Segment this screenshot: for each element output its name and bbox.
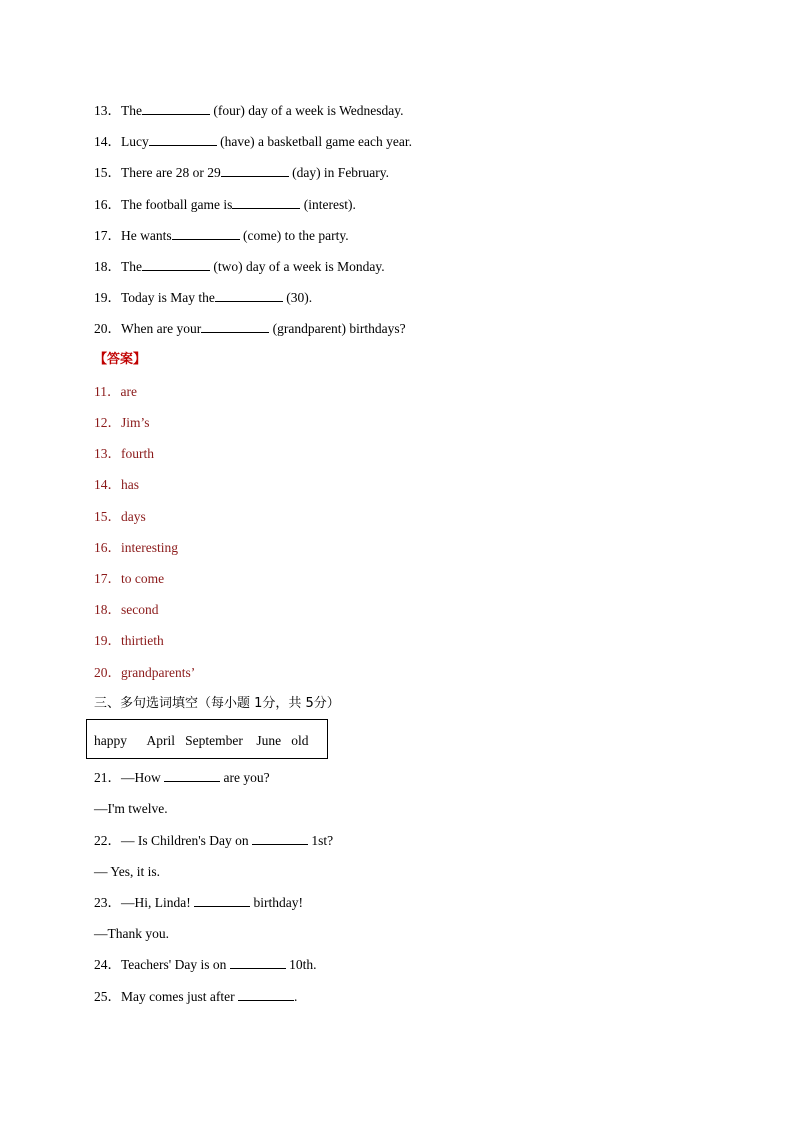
question-number: 17． [94,228,121,243]
answer-blank [142,102,210,115]
word-bank-item: old [291,733,309,748]
word-bank [94,732,309,750]
question-15 [94,164,389,182]
answer-blank [142,258,210,271]
answer-item: 14．has [94,477,139,492]
answer-item: 11．are [94,384,137,399]
question-13 [94,102,403,120]
answer-blank [230,956,286,969]
question-text-before: There are 28 or 29 [121,165,221,180]
answer-item: 16．interesting [94,540,178,555]
answer-heading: 【答案】 [94,352,147,367]
question-17 [94,227,349,245]
answer-blank [172,227,240,240]
question-text-before: The [121,103,142,118]
word-bank-item: April [146,733,176,748]
question-text-after: (two) day of a week is Monday. [210,259,385,274]
word-bank-item: September [185,733,243,748]
question-number: 16． [94,197,121,212]
answer-blank [232,196,300,209]
question-text-after: (four) day of a week is Wednesday. [210,103,404,118]
question-text-after: (30). [282,290,313,305]
response-line: —I'm twelve. [94,801,168,816]
question-24 [94,956,316,974]
question-text-before: 22．— Is Children's Day on [94,833,253,848]
question-text-before: 23．—Hi, Linda! [94,895,195,910]
answer-item: 13．fourth [94,446,154,461]
question-23 [94,894,303,912]
question-18 [94,258,385,276]
question-number: 14． [94,134,121,149]
question-text-after: (come) to the party. [239,228,349,243]
response-line: —Thank you. [94,926,169,941]
answer-blank [164,769,220,782]
question-text-after: (have) a basketball game each year. [216,134,413,149]
question-number: 18． [94,259,121,274]
answer-blank [215,289,283,302]
question-16 [94,196,356,214]
answer-blank [238,988,294,1001]
response-line: — Yes, it is. [94,864,161,879]
question-text-after: . [293,989,298,1004]
question-number: 15． [94,165,121,180]
question-25 [94,988,297,1006]
question-14 [94,133,412,151]
question-text-after: 10th. [285,957,317,972]
answer-item: 18．second [94,602,159,617]
word-bank-box [86,719,328,759]
question-number: 19． [94,290,121,305]
answer-item: 17．to come [94,571,165,586]
word-bank-item: June [256,733,282,748]
answer-blank [149,133,217,146]
word-bank-item: happy [94,733,127,748]
question-text-before: He wants [121,228,172,243]
answer-blank [194,894,250,907]
section-heading: 三、多句选词填空（每小题 1分，共 5分） [94,696,340,711]
answer-blank [221,164,289,177]
question-text-after: 1st? [308,833,334,848]
question-text-after: (grandparent) birthdays? [269,321,406,336]
question-number: 13． [94,103,121,118]
question-text-after: are you? [220,770,270,785]
question-text-before: Today is May the [121,290,215,305]
answer-item: 20．grandparents’ [94,665,196,680]
question-text-before: 25．May comes just after [94,989,238,1004]
question-text-before: 21．—How [94,770,165,785]
question-19 [94,289,312,307]
answer-blank [201,320,269,333]
answer-item: 12．Jim’s [94,415,150,430]
question-text-before: 24．Teachers' Day is on [94,957,230,972]
question-text-before: When are your [121,321,202,336]
question-text-after: birthday! [250,895,303,910]
answer-item: 19．thirtieth [94,633,164,648]
question-text-before: The [121,259,142,274]
question-number: 20． [94,321,121,336]
answer-item: 15．days [94,509,146,524]
question-text-after: (day) in February. [288,165,390,180]
question-21 [94,769,270,787]
question-22 [94,832,333,850]
question-text-before: The football game is [121,197,233,212]
question-20 [94,320,406,338]
answer-blank [252,832,308,845]
question-text-after: (interest). [300,197,356,212]
question-text-before: Lucy [121,134,149,149]
